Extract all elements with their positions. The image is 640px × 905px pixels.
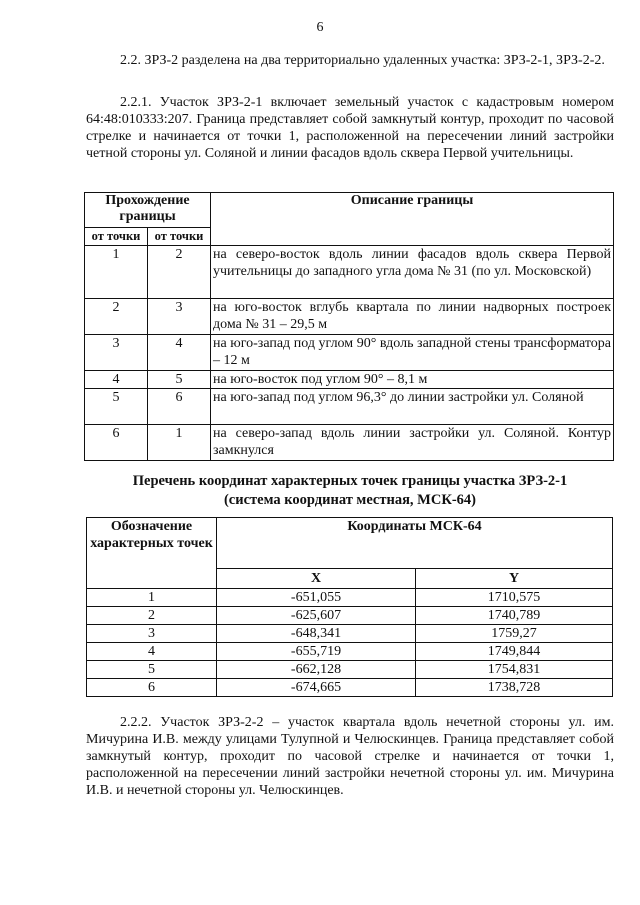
point-number: 2	[87, 607, 217, 625]
description: на северо-восток вдоль линии фасадов вдоль сквера Первой учительницы до западного угла дома № 31 (по ул. Московской)	[211, 246, 614, 299]
description: на северо-запад вдоль линии застройки ул. Соляной. Контур замкнулся	[211, 425, 614, 461]
point-number: 1	[87, 589, 217, 607]
table-row	[85, 389, 614, 425]
point-number: 5	[87, 661, 217, 679]
coord-x: -651,055	[217, 589, 416, 607]
table-row	[87, 625, 613, 643]
paragraph-2-2-1: 2.2.1. Участок ЗРЗ-2-1 включает земельный участок с кадастровым номером 64:48:010333:207. Граница представляет собой замкнутый контур, проходит по часовой стрелке и начинается от точки 1, расположенной на пересечении линий застройки четной стороны ул. Соляной и линии фасадов вдоль сквера Первой учительницы.	[86, 95, 614, 161]
coord-y: 1710,575	[416, 589, 613, 607]
table-row	[85, 335, 614, 371]
to-point: 1	[148, 425, 211, 461]
page-number: 6	[316, 20, 324, 35]
description: на юго-запад под углом 90° вдоль западной стены трансформатора – 12 м	[211, 335, 614, 371]
to-point: 6	[148, 389, 211, 425]
table-row	[87, 607, 613, 625]
coords-caption	[86, 472, 614, 510]
header-to: от точки	[148, 228, 211, 246]
from-point: 6	[85, 425, 148, 461]
header-description: Описание границы	[211, 193, 614, 246]
coords-caption-line2: (система координат местная, МСК-64)	[223, 492, 477, 508]
from-point: 1	[85, 246, 148, 299]
table-row	[85, 371, 614, 389]
from-point: 2	[85, 299, 148, 335]
coord-y: 1738,728	[416, 679, 613, 697]
point-number: 4	[87, 643, 217, 661]
from-point: 5	[85, 389, 148, 425]
coord-y: 1740,789	[416, 607, 613, 625]
paragraph-2-2-2: 2.2.2. Участок ЗРЗ-2-2 – участок квартала вдоль нечетной стороны ул. им. Мичурина И.В. между улицами Тулупной и Челюскинцев. Граница представляет собой замкнутый контур, проходит по часовой стрелке и начинается от точки 1, расположенной на пересечении линий застройки нечетной стороны ул. им. Мичурина И.В. и нечетной стороны ул. Челюскинцев.	[86, 715, 614, 798]
header-points: Обозначение характерных точек	[87, 518, 217, 589]
coord-x: -655,719	[217, 643, 416, 661]
description: на юго-восток вглубь квартала по линии надворных построек дома № 31 – 29,5 м	[211, 299, 614, 335]
table-row	[85, 425, 614, 461]
header-from: от точки	[85, 228, 148, 246]
coord-x: -625,607	[217, 607, 416, 625]
table-row	[85, 299, 614, 335]
table-row	[87, 643, 613, 661]
coord-x: -662,128	[217, 661, 416, 679]
description: на юго-запад под углом 96,3° до линии застройки ул. Соляной	[211, 389, 614, 425]
coords-caption-line1: Перечень координат характерных точек границы участка ЗРЗ-2-1	[132, 473, 568, 489]
point-number: 3	[87, 625, 217, 643]
table-row	[87, 661, 613, 679]
coord-y: 1749,844	[416, 643, 613, 661]
table-row	[85, 246, 614, 299]
header-coords: Координаты МСК-64	[217, 518, 613, 569]
header-x: X	[217, 569, 416, 589]
to-point: 3	[148, 299, 211, 335]
table-row	[87, 589, 613, 607]
to-point: 2	[148, 246, 211, 299]
table-row	[87, 679, 613, 697]
header-passage: Прохождение границы	[85, 193, 211, 228]
coord-x: -648,341	[217, 625, 416, 643]
boundary-table	[84, 192, 614, 461]
coord-y: 1759,27	[416, 625, 613, 643]
from-point: 4	[85, 371, 148, 389]
paragraph-2-2: 2.2. ЗРЗ-2 разделена на два территориально удаленных участка: ЗРЗ-2-1, ЗРЗ-2-2.	[120, 53, 605, 68]
to-point: 4	[148, 335, 211, 371]
header-y: Y	[416, 569, 613, 589]
point-number: 6	[87, 679, 217, 697]
coord-y: 1754,831	[416, 661, 613, 679]
to-point: 5	[148, 371, 211, 389]
coordinates-table	[86, 517, 613, 697]
description: на юго-восток под углом 90° – 8,1 м	[211, 371, 614, 389]
coord-x: -674,665	[217, 679, 416, 697]
from-point: 3	[85, 335, 148, 371]
